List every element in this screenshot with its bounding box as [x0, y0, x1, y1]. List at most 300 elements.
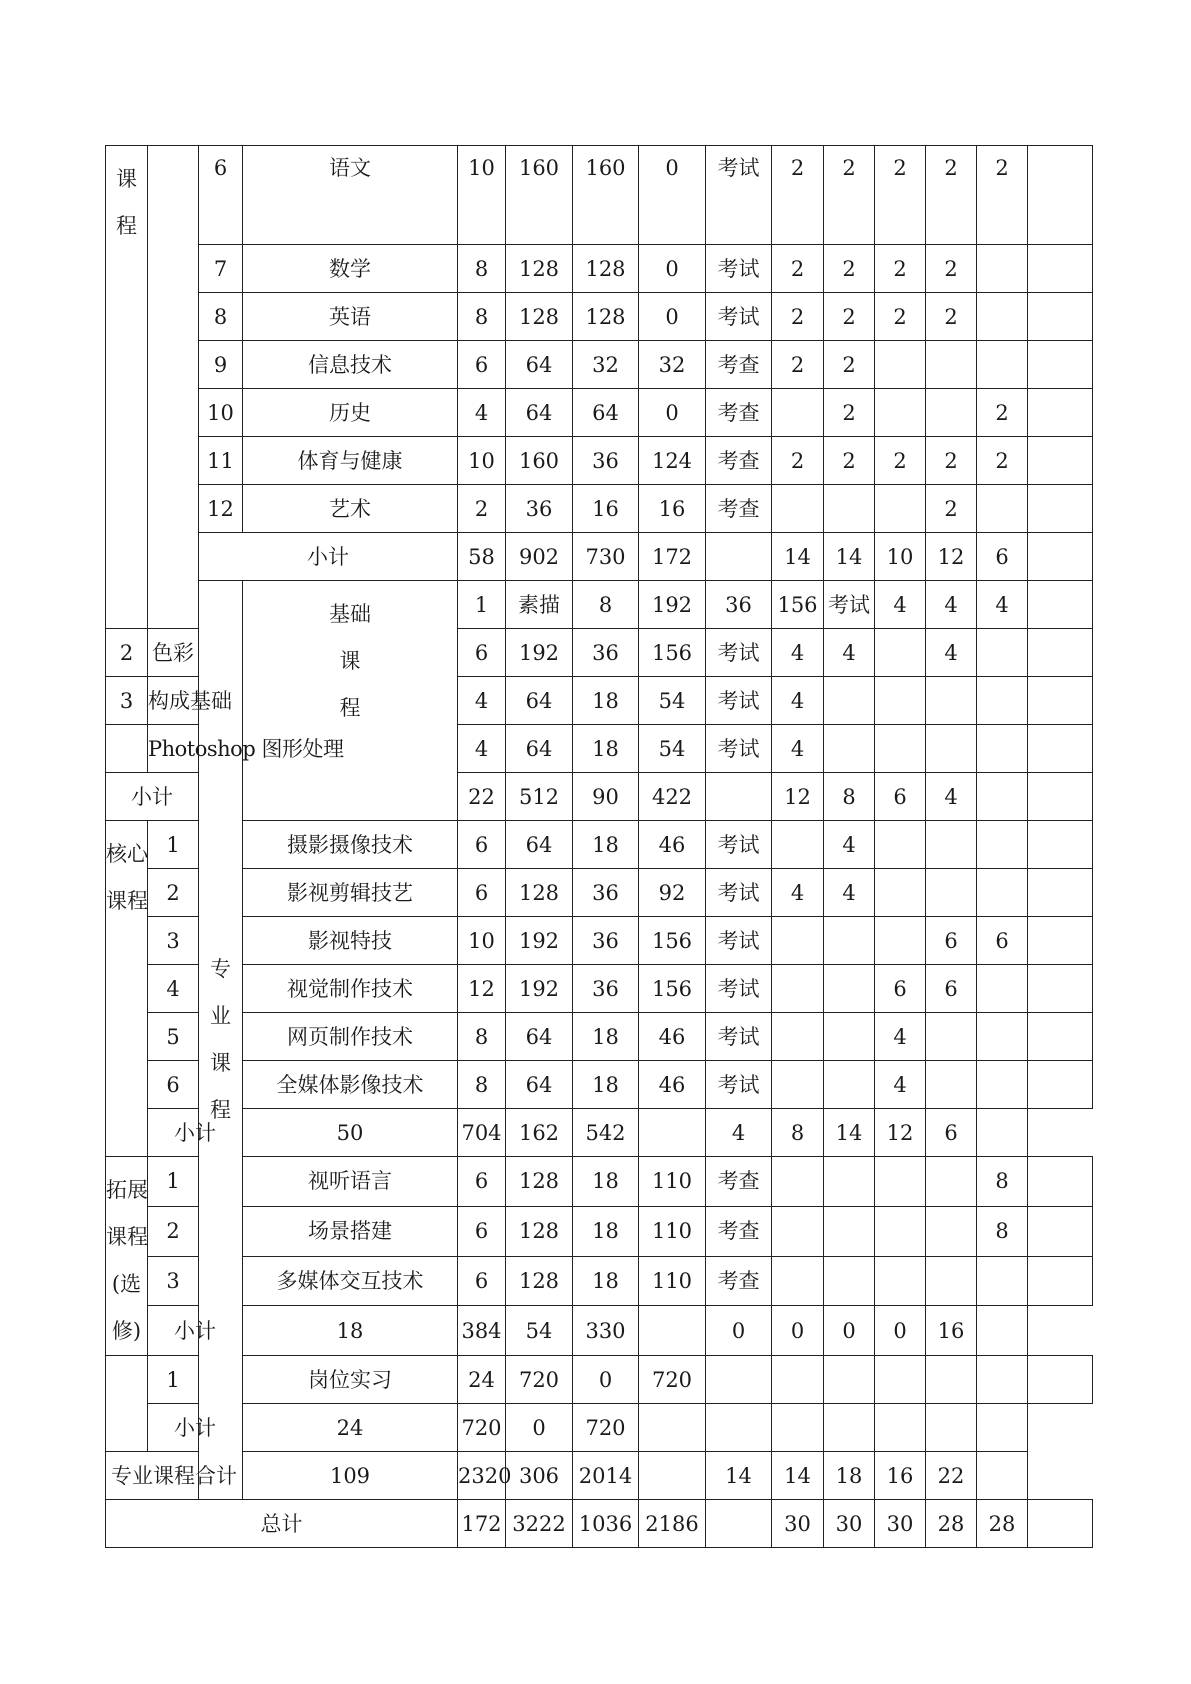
cell-total: 128: [506, 1256, 573, 1306]
course-no: 12: [199, 485, 243, 533]
cell-semester-s2: [824, 1206, 875, 1256]
cell-semester-s4: 6: [926, 917, 977, 965]
cell-remark: [1028, 293, 1093, 341]
course-no: 10: [199, 389, 243, 437]
cell-semester-s1: [772, 965, 824, 1013]
cell-remark: [1028, 437, 1093, 485]
subtotal-credits: 50: [243, 1109, 458, 1157]
cell-semester-s5: [977, 965, 1028, 1013]
course-no: 6: [199, 146, 243, 245]
cell-semester-s4: [926, 341, 977, 389]
subtotal-remark: [1028, 533, 1093, 581]
curriculum-table: [105, 145, 1093, 1548]
category-char: 拓展: [106, 1178, 148, 1202]
cell-semester-s3: 4: [875, 1061, 926, 1109]
course-no: 1: [148, 1356, 199, 1404]
cell-semester-s4: [926, 869, 977, 917]
table-row: [106, 1256, 1093, 1306]
subtotal-remark: [1028, 773, 1093, 821]
subtotal-assess: [639, 1404, 706, 1452]
cell-semester-s3: 4: [977, 581, 1028, 629]
category-char: 程: [116, 214, 137, 238]
table-row: [106, 1206, 1093, 1256]
subtotal-semester-s1: 4: [706, 1109, 772, 1157]
cell-assess: 考试: [706, 725, 772, 773]
cell-semester-s5: [977, 1013, 1028, 1061]
cell-credits: 10: [458, 146, 506, 245]
basic-subcategory: [243, 581, 458, 821]
cell-semester-s4: 2: [926, 485, 977, 533]
cell-practice: 110: [639, 1256, 706, 1306]
category-char: (选: [111, 1272, 142, 1296]
cell-total: 64: [506, 725, 573, 773]
category-char: 程: [210, 1098, 231, 1122]
cell-theory: 160: [573, 146, 639, 245]
cell-remark: [1028, 965, 1093, 1013]
subtotal-total: 704: [458, 1109, 506, 1157]
table-row: [106, 146, 1093, 245]
subtotal-semester-s4: 16: [875, 1452, 926, 1500]
course-no: 1: [458, 581, 506, 629]
cell-semester-s4: 6: [926, 965, 977, 1013]
general-subcategory: [148, 146, 199, 629]
cell-semester-s2: [824, 1157, 875, 1207]
subtotal-semester-s4: 12: [926, 533, 977, 581]
cell-theory: 36: [573, 917, 639, 965]
cell-practice: 156: [772, 581, 824, 629]
cell-semester-s1: [772, 1061, 824, 1109]
internship-subcategory: [106, 1356, 148, 1452]
cell-remark: [1028, 1013, 1093, 1061]
table-row: [106, 245, 1093, 293]
subtotal-assess: [639, 1452, 706, 1500]
table-row: [106, 437, 1093, 485]
cell-practice: 156: [639, 917, 706, 965]
subtotal-remark: [977, 1306, 1028, 1356]
course-name: 摄影摄像技术: [243, 821, 458, 869]
table-row: [106, 1356, 1093, 1404]
cell-semester-s1: [772, 1013, 824, 1061]
category-char: 修): [111, 1319, 142, 1343]
subtotal-semester-s5: 6: [926, 1109, 977, 1157]
subtotal-remark: [977, 1452, 1028, 1500]
cell-semester-s3: 2: [875, 245, 926, 293]
subtotal-practice: 2186: [639, 1500, 706, 1548]
cell-semester-s3: [875, 629, 926, 677]
course-name: 历史: [243, 389, 458, 437]
subtotal-semester-s5: [926, 1404, 977, 1452]
cell-semester-s1: 4: [772, 869, 824, 917]
cell-practice: 156: [639, 965, 706, 1013]
cell-semester-s2: 2: [824, 245, 875, 293]
cell-credits: 6: [458, 629, 506, 677]
cell-semester-s2: [824, 917, 875, 965]
cell-remark: [1028, 1256, 1093, 1306]
cell-practice: 46: [639, 1061, 706, 1109]
subtotal-practice: 172: [639, 533, 706, 581]
subtotal-credits: 18: [243, 1306, 458, 1356]
cell-semester-s4: [926, 821, 977, 869]
subtotal-semester-s1: 14: [706, 1452, 772, 1500]
course-name: 英语: [243, 293, 458, 341]
cell-assess: 考试: [706, 677, 772, 725]
subtotal-label: 总计: [106, 1500, 458, 1548]
cell-assess: 考试: [706, 629, 772, 677]
cell-semester-s2: 2: [824, 341, 875, 389]
subtotal-credits: 24: [243, 1404, 458, 1452]
subtotal-semester-s5: 16: [926, 1306, 977, 1356]
subtotal-label: 小计: [148, 1306, 243, 1356]
cell-practice: 110: [639, 1206, 706, 1256]
cell-semester-s4: [926, 389, 977, 437]
cell-semester-s3: [875, 917, 926, 965]
cell-credits: 6: [458, 1256, 506, 1306]
subtotal-semester-s1: 12: [772, 773, 824, 821]
cell-credits: 8: [458, 245, 506, 293]
cell-semester-s2: 4: [824, 821, 875, 869]
subtotal-semester-s5: 28: [977, 1500, 1028, 1548]
subtotal-theory: 0: [506, 1404, 573, 1452]
cell-credits: 4: [458, 677, 506, 725]
course-no: 4: [148, 965, 199, 1013]
category-char: 课: [339, 649, 361, 673]
cell-semester-s1: 2: [772, 293, 824, 341]
cell-semester-s5: [977, 677, 1028, 725]
cell-semester-s3: 2: [875, 146, 926, 245]
cell-assess: 考试: [706, 821, 772, 869]
course-name: 构成基础: [148, 677, 199, 725]
subtotal-semester-s5: 6: [977, 533, 1028, 581]
cell-semester-s4: 2: [926, 146, 977, 245]
cell-semester-s4: [926, 1356, 977, 1404]
category-char: 课程: [106, 889, 148, 913]
subtotal-credits: 109: [243, 1452, 458, 1500]
course-name: 影视剪辑技艺: [243, 869, 458, 917]
subtotal-total: 3222: [506, 1500, 573, 1548]
table-row: [106, 1157, 1093, 1207]
subtotal-semester-s3: 14: [824, 1109, 875, 1157]
subtotal-semester-s4: 12: [875, 1109, 926, 1157]
cell-total: 128: [506, 1157, 573, 1207]
cell-remark: [1028, 869, 1093, 917]
cell-semester-s4: 2: [926, 437, 977, 485]
cell-semester-s3: [875, 821, 926, 869]
course-name: 视听语言: [243, 1157, 458, 1207]
cell-semester-s2: 2: [824, 437, 875, 485]
course-no: 3: [106, 677, 148, 725]
cell-total: 64: [506, 1013, 573, 1061]
cell-semester-s4: [926, 677, 977, 725]
cell-total: 64: [506, 341, 573, 389]
general-category: [106, 146, 148, 629]
cell-remark: [1028, 677, 1093, 725]
cell-theory: 64: [573, 389, 639, 437]
cell-total: 192: [639, 581, 706, 629]
cell-practice: 156: [639, 629, 706, 677]
course-no: 1: [148, 1157, 199, 1207]
cell-total: 192: [506, 917, 573, 965]
subtotal-theory: 90: [573, 773, 639, 821]
cell-semester-s3: [875, 485, 926, 533]
cell-semester-s2: 2: [824, 389, 875, 437]
cell-theory: 36: [573, 869, 639, 917]
course-no: 3: [148, 917, 199, 965]
subtotal-semester-s2: 30: [824, 1500, 875, 1548]
cell-practice: 124: [639, 437, 706, 485]
cell-theory: 0: [573, 1356, 639, 1404]
subtotal-semester-s1: 30: [772, 1500, 824, 1548]
subtotal-practice: 330: [573, 1306, 639, 1356]
subtotal-semester-s2: 8: [772, 1109, 824, 1157]
cell-semester-s1: [772, 389, 824, 437]
subtotal-assess: [706, 773, 772, 821]
cell-assess: 考试: [824, 581, 875, 629]
cell-remark: [1028, 629, 1093, 677]
cell-semester-s1: [772, 1206, 824, 1256]
cell-remark: [1028, 146, 1093, 245]
course-no: [106, 725, 148, 773]
cell-assess: 考查: [706, 1206, 772, 1256]
professional-total-row: [106, 1452, 1093, 1500]
cell-semester-s1: [772, 485, 824, 533]
cell-semester-s3: [875, 1256, 926, 1306]
cell-semester-s3: 4: [875, 1013, 926, 1061]
subtotal-semester-s2: 8: [824, 773, 875, 821]
cell-total: 160: [506, 437, 573, 485]
cell-semester-s1: 2: [772, 341, 824, 389]
professional-category: [199, 581, 243, 1500]
cell-semester-s5: [977, 1356, 1028, 1404]
subtotal-label: 小计: [148, 1404, 243, 1452]
cell-semester-s1: 2: [772, 437, 824, 485]
cell-semester-s2: 2: [824, 293, 875, 341]
course-name: Photoshop 图形处理: [148, 725, 199, 773]
course-name: 语文: [243, 146, 458, 245]
cell-semester-s2: 4: [824, 629, 875, 677]
subtotal-semester-s1: 14: [772, 533, 824, 581]
cell-theory: 32: [573, 341, 639, 389]
course-no: 6: [148, 1061, 199, 1109]
cell-semester-s5: 8: [977, 1206, 1028, 1256]
cell-semester-s5: [977, 245, 1028, 293]
subtotal-label: 小计: [199, 533, 458, 581]
subtotal-assess: [706, 1500, 772, 1548]
cell-semester-s3: [875, 341, 926, 389]
cell-theory: 18: [573, 1157, 639, 1207]
cell-semester-s3: [875, 677, 926, 725]
cell-remark: [1028, 1356, 1093, 1404]
grand-total-row: [106, 1500, 1093, 1548]
course-name: 岗位实习: [243, 1356, 458, 1404]
course-name: 影视特技: [243, 917, 458, 965]
subtotal-semester-s2: 0: [772, 1306, 824, 1356]
subtotal-practice: 542: [573, 1109, 639, 1157]
subtotal-semester-s2: 14: [824, 533, 875, 581]
course-name: 网页制作技术: [243, 1013, 458, 1061]
cell-total: 64: [506, 1061, 573, 1109]
cell-credits: 4: [458, 389, 506, 437]
subtotal-semester-s4: [875, 1404, 926, 1452]
category-char: 程: [339, 696, 361, 720]
cell-practice: 0: [639, 245, 706, 293]
cell-theory: 18: [573, 1013, 639, 1061]
cell-credits: 8: [573, 581, 639, 629]
subtotal-semester-s3: 6: [875, 773, 926, 821]
table-row: [106, 1013, 1093, 1061]
cell-total: 192: [506, 629, 573, 677]
table-row: [106, 485, 1093, 533]
cell-semester-s3: [875, 1356, 926, 1404]
cell-semester-s2: 4: [926, 581, 977, 629]
cell-theory: 18: [573, 1256, 639, 1306]
subtotal-semester-s3: 18: [824, 1452, 875, 1500]
cell-credits: 10: [458, 437, 506, 485]
table-row: [106, 965, 1093, 1013]
subtotal-practice: 2014: [573, 1452, 639, 1500]
cell-semester-s5: 6: [977, 917, 1028, 965]
subtotal-semester-s2: [772, 1404, 824, 1452]
subtotal-semester-s4: 4: [926, 773, 977, 821]
subtotal-practice: 720: [573, 1404, 639, 1452]
table-row: [106, 821, 1093, 869]
cell-total: 128: [506, 1206, 573, 1256]
cell-assess: 考查: [706, 1256, 772, 1306]
table-row: [106, 869, 1093, 917]
cell-theory: 36: [706, 581, 772, 629]
course-no: 5: [148, 1013, 199, 1061]
course-no: 2: [148, 1206, 199, 1256]
cell-total: 192: [506, 965, 573, 1013]
cell-remark: [1028, 725, 1093, 773]
core-subcategory: [106, 821, 148, 1157]
cell-semester-s1: [772, 1356, 824, 1404]
cell-assess: 考查: [706, 485, 772, 533]
cell-practice: 46: [639, 821, 706, 869]
subtotal-theory: 730: [573, 533, 639, 581]
cell-semester-s4: [926, 725, 977, 773]
cell-credits: 8: [458, 293, 506, 341]
cell-practice: 54: [639, 725, 706, 773]
cell-credits: 24: [458, 1356, 506, 1404]
subtotal-total: 2320: [458, 1452, 506, 1500]
cell-semester-s1: 4: [772, 629, 824, 677]
course-name: 视觉制作技术: [243, 965, 458, 1013]
course-no: 3: [148, 1256, 199, 1306]
cell-practice: 110: [639, 1157, 706, 1207]
cell-assess: [706, 1356, 772, 1404]
cell-semester-s4: [926, 1206, 977, 1256]
cell-practice: 0: [639, 293, 706, 341]
cell-theory: 18: [573, 821, 639, 869]
table-row: [106, 341, 1093, 389]
cell-theory: 36: [573, 437, 639, 485]
cell-semester-s1: 4: [772, 725, 824, 773]
table-row: [106, 917, 1093, 965]
cell-semester-s2: [824, 485, 875, 533]
cell-practice: 720: [639, 1356, 706, 1404]
cell-semester-s2: [824, 1256, 875, 1306]
cell-credits: 6: [458, 821, 506, 869]
cell-credits: 12: [458, 965, 506, 1013]
course-name: 艺术: [243, 485, 458, 533]
cell-semester-s2: [824, 1356, 875, 1404]
course-name: 全媒体影像技术: [243, 1061, 458, 1109]
subtotal-remark: [977, 1109, 1028, 1157]
subtotal-semester-s5: [977, 773, 1028, 821]
cell-credits: 10: [458, 917, 506, 965]
cell-remark: [1028, 245, 1093, 293]
subtotal-semester-s3: 0: [824, 1306, 875, 1356]
cell-semester-s4: 2: [926, 293, 977, 341]
cell-assess: 考查: [706, 437, 772, 485]
course-no: 8: [199, 293, 243, 341]
subtotal-remark: [1028, 1500, 1093, 1548]
cell-semester-s5: [977, 1061, 1028, 1109]
subtotal-theory: 54: [506, 1306, 573, 1356]
course-name: 场景搭建: [243, 1206, 458, 1256]
table-row: [106, 1061, 1093, 1109]
cell-semester-s2: [824, 1061, 875, 1109]
cell-semester-s4: [1028, 581, 1093, 629]
cell-practice: 16: [639, 485, 706, 533]
subtotal-credits: 58: [458, 533, 506, 581]
cell-assess: 考试: [706, 869, 772, 917]
subtotal-label: 专业课程合计: [106, 1452, 243, 1500]
cell-semester-s1: 4: [875, 581, 926, 629]
subtotal-credits: 172: [458, 1500, 506, 1548]
cell-semester-s1: 4: [772, 677, 824, 725]
subtotal-assess: [639, 1109, 706, 1157]
course-no: 2: [148, 869, 199, 917]
cell-semester-s5: 2: [977, 389, 1028, 437]
cell-semester-s2: [824, 725, 875, 773]
cell-semester-s1: [772, 821, 824, 869]
subtotal-total: 512: [506, 773, 573, 821]
cell-total: 64: [506, 821, 573, 869]
course-no: 11: [199, 437, 243, 485]
subtotal-row: [106, 1306, 1093, 1356]
cell-remark: [1028, 341, 1093, 389]
subtotal-semester-s3: 10: [875, 533, 926, 581]
cell-remark: [1028, 485, 1093, 533]
subtotal-remark: [977, 1404, 1028, 1452]
cell-assess: 考查: [706, 389, 772, 437]
cell-theory: 18: [573, 725, 639, 773]
cell-semester-s4: 4: [926, 629, 977, 677]
cell-total: 128: [506, 293, 573, 341]
extension-subcategory: [106, 1157, 148, 1356]
cell-semester-s1: [772, 1157, 824, 1207]
course-no: 7: [199, 245, 243, 293]
cell-theory: 18: [573, 1061, 639, 1109]
cell-credits: 2: [458, 485, 506, 533]
subtotal-theory: 162: [506, 1109, 573, 1157]
cell-practice: 92: [639, 869, 706, 917]
cell-semester-s1: 2: [772, 245, 824, 293]
cell-semester-s2: [824, 1013, 875, 1061]
cell-semester-s5: [977, 869, 1028, 917]
cell-semester-s5: [977, 341, 1028, 389]
cell-assess: 考试: [706, 146, 772, 245]
subtotal-semester-s4: 28: [926, 1500, 977, 1548]
category-char: 基础: [329, 602, 371, 626]
cell-semester-s5: [977, 821, 1028, 869]
cell-semester-s1: [772, 1256, 824, 1306]
subtotal-label: 小计: [148, 1109, 243, 1157]
cell-semester-s2: [824, 677, 875, 725]
table-row: [106, 581, 1093, 629]
cell-theory: 36: [573, 629, 639, 677]
